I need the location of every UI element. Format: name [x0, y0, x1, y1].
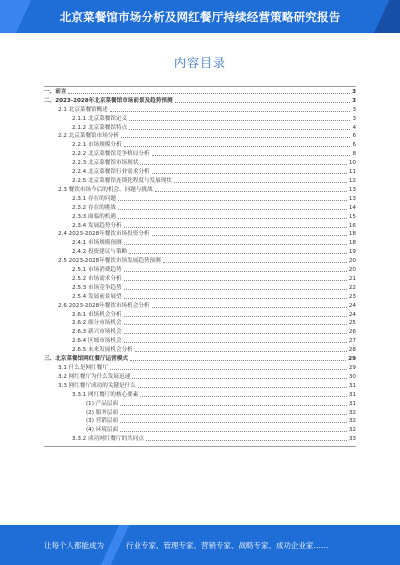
toc-entry-label: 2.1 北京菜餐馆概述 [58, 106, 108, 113]
toc-entry-label: 3.3.1 网红餐厅的核心要素 [72, 391, 139, 398]
report-title: 北京菜餐馆市场分析及网红餐厅持续经营策略研究报告 [59, 10, 341, 24]
toc-leader-dots [120, 414, 347, 415]
toc-entry-page: 13 [348, 186, 356, 193]
toc-leader-dots [140, 164, 347, 165]
toc-bottom-divider [44, 446, 356, 447]
toc-entry-page: 14 [348, 204, 356, 211]
toc-entry-page: 32 [348, 409, 356, 416]
toc-entry[interactable] [44, 87, 356, 96]
toc-entry-label: 2.2.5 北京菜餐馆连锁化程度与发展现状 [72, 177, 172, 184]
toc-entry-label: 2.4 2023-2028年餐饮市场投资分析 [58, 231, 150, 238]
toc-entry-label: 2.5.4 发展前景展望 [72, 293, 122, 300]
toc-entry[interactable] [44, 363, 356, 372]
toc-entry-label: 2.3.2 存在的挑战 [72, 204, 116, 211]
toc-entry[interactable] [44, 283, 356, 292]
toc-entry-label: 2.4.2 投资建议与策略 [72, 249, 128, 256]
toc-leader-dots [129, 253, 347, 254]
toc-leader-dots [124, 289, 347, 290]
toc-leader-dots [118, 209, 347, 210]
toc-entry-page: 3 [352, 97, 356, 104]
toc-entry-label: 3.3 网红餐厅成功的关键是什么 [58, 382, 136, 389]
toc-entry-label: 2.6.5 未来发展机会分析 [72, 347, 133, 354]
toc-leader-dots [120, 405, 347, 406]
toc-entry[interactable] [44, 274, 356, 283]
toc-leader-dots [130, 360, 346, 361]
toc-entry-label: 2.3 餐饮市场今后的机会、问题与挑战 [58, 186, 153, 193]
toc-entry[interactable] [44, 149, 356, 158]
toc-entry-label: 2.5.1 市场消费趋势 [72, 267, 122, 274]
toc-entry-page: 18 [348, 240, 356, 247]
toc-leader-dots [124, 280, 347, 281]
toc-entry[interactable] [44, 158, 356, 167]
toc-leader-dots [175, 102, 351, 103]
toc-entry-page: 32 [348, 427, 356, 434]
toc-entry-page: 24 [348, 302, 356, 309]
toc-leader-dots [140, 396, 347, 397]
toc-entry-label: 2.2.3 北京菜餐馆市场现状 [72, 160, 139, 167]
toc-entry[interactable] [44, 114, 356, 123]
toc-entry-page: 31 [348, 400, 356, 407]
toc-entry-label: 一、前言 [44, 88, 67, 95]
toc-leader-dots [68, 93, 350, 94]
toc-leader-dots [118, 218, 347, 219]
toc-leader-dots [110, 369, 347, 370]
toc-entry-page: 20 [348, 258, 356, 265]
toc-entry[interactable] [44, 176, 356, 185]
toc-entry-page: 28 [348, 347, 356, 354]
toc-leader-dots [121, 137, 350, 138]
toc-entry-label: 2.1.2 北京菜餐馆特点 [72, 124, 128, 131]
toc-entry-page: 19 [348, 249, 356, 256]
toc-leader-dots [129, 129, 350, 130]
toc-entry-label: 二、2023-2028年北京菜餐馆市场前景及趋势预测 [44, 97, 173, 104]
toc-entry[interactable] [44, 354, 356, 363]
toc-entry[interactable] [44, 408, 356, 417]
toc-entry-page: 10 [348, 160, 356, 167]
toc-entry-label: 2.6 2023-2028年餐饮市场机会分析 [58, 302, 150, 309]
toc-leader-dots [152, 155, 351, 156]
toc-entry[interactable] [44, 327, 356, 336]
toc-entry-label: (1) 产品层面 [86, 400, 119, 407]
toc-leader-dots [124, 342, 347, 343]
toc-entry[interactable] [44, 185, 356, 194]
table-of-contents [44, 87, 356, 443]
toc-entry-label: 2.4.1 市场规模预测 [72, 240, 122, 247]
toc-entry-page: 32 [348, 418, 356, 425]
footer-banner [0, 525, 400, 565]
toc-entry[interactable] [44, 417, 356, 426]
toc-entry-page: 21 [348, 275, 356, 282]
toc-entry[interactable] [44, 123, 356, 132]
toc-leader-dots [174, 182, 347, 183]
toc-entry[interactable] [44, 238, 356, 247]
toc-entry-page: 3 [352, 106, 356, 113]
toc-entry-page: 26 [348, 329, 356, 336]
toc-leader-dots [118, 200, 347, 201]
toc-entry[interactable] [44, 96, 356, 105]
toc-entry-page: 12 [348, 177, 356, 184]
toc-leader-dots [132, 378, 347, 379]
toc-entry[interactable] [44, 372, 356, 381]
toc-entry-label: 2.2 北京菜餐馆市场分析 [58, 133, 120, 140]
header-banner [0, 0, 400, 33]
toc-entry-label: 3.2 网红餐厅为什么发展迅速 [58, 373, 131, 380]
toc-entry-label: (4) 环境层面 [86, 427, 119, 434]
toc-entry[interactable] [44, 212, 356, 221]
toc-entry-page: 31 [348, 391, 356, 398]
toc-entry[interactable] [44, 336, 356, 345]
toc-entry-label: 2.3.1 存在的问题 [72, 195, 116, 202]
toc-entry-page: 30 [348, 373, 356, 380]
toc-leader-dots [124, 324, 347, 325]
toc-entry-label: 2.5.3 市场竞争趋势 [72, 284, 122, 291]
toc-leader-dots [129, 120, 350, 121]
toc-entry[interactable] [44, 399, 356, 408]
footer-slogan-right: 行业专家、管理专家、营销专家、战略专家、成功企业家…… [126, 541, 329, 550]
toc-entry[interactable] [44, 425, 356, 434]
toc-entry-page: 3 [352, 115, 356, 122]
toc-entry-label: 2.2.1 市场规模分析 [72, 142, 122, 149]
toc-entry-label: 2.5.2 市场需求分析 [72, 275, 122, 282]
toc-entry-page: 3 [352, 88, 356, 95]
toc-entry-label: 2.1.1 北京菜餐馆定义 [72, 115, 128, 122]
toc-leader-dots [152, 235, 347, 236]
toc-entry-page: 29 [348, 356, 356, 363]
toc-leader-dots [110, 111, 351, 112]
toc-entry-page: 33 [348, 436, 356, 443]
toc-entry-page: 6 [352, 133, 356, 140]
toc-entry-page: 24 [348, 311, 356, 318]
toc-entry[interactable] [44, 292, 356, 301]
toc-entry-page: 22 [348, 284, 356, 291]
toc-entry-label: (3) 营销层面 [86, 418, 119, 425]
toc-entry-label: 3.3.2 成功网红餐厅的共同点 [72, 436, 144, 443]
toc-entry-page: 23 [348, 293, 356, 300]
toc-entry-page: 11 [348, 169, 356, 176]
toc-entry-page: 13 [348, 195, 356, 202]
toc-entry-label: 2.3.4 发展趋势分析 [72, 222, 122, 229]
toc-entry-label: 2.3.3 面临的机遇 [72, 213, 116, 220]
toc-entry-label: (2) 服务层面 [86, 409, 119, 416]
toc-leader-dots [155, 191, 347, 192]
toc-entry-label: 2.6.4 区域市场机会 [72, 338, 122, 345]
toc-leader-dots [124, 316, 347, 317]
toc-entry[interactable] [44, 381, 356, 390]
toc-leader-dots [120, 422, 347, 423]
toc-entry-page: 18 [348, 231, 356, 238]
toc-entry[interactable] [44, 247, 356, 256]
toc-entry[interactable] [44, 167, 356, 176]
toc-leader-dots [124, 298, 347, 299]
toc-entry[interactable] [44, 265, 356, 274]
toc-entry[interactable] [44, 194, 356, 203]
toc-heading: 内容目录 [173, 56, 226, 70]
toc-entry-label: 2.5 2023-2028年餐饮市场发展趋势预测 [58, 258, 161, 265]
toc-entry-label: 3.1 什么是网红餐厅 [58, 365, 108, 371]
toc-entry-page: 31 [348, 382, 356, 389]
toc-leader-dots [124, 244, 347, 245]
toc-leader-dots [124, 271, 347, 272]
toc-leader-dots [152, 173, 347, 174]
toc-leader-dots [163, 262, 347, 263]
toc-entry-label: 2.6.2 细分市场机会 [72, 320, 122, 327]
toc-leader-dots [124, 333, 347, 334]
toc-entry-label: 2.2.4 北京菜餐馆行业需求分析 [72, 169, 150, 176]
toc-entry[interactable] [44, 345, 356, 354]
toc-leader-dots [138, 387, 347, 388]
toc-leader-dots [124, 146, 351, 147]
toc-entry[interactable] [44, 434, 356, 443]
toc-entry[interactable] [44, 230, 356, 239]
toc-leader-dots [146, 440, 347, 441]
toc-entry[interactable] [44, 310, 356, 319]
toc-entry-page: 20 [348, 267, 356, 274]
toc-entry-page: 6 [352, 142, 356, 149]
toc-entry-page: 8 [352, 151, 356, 158]
toc-entry-label: 2.6.3 新兴市场机会 [72, 329, 122, 336]
toc-entry-page: 27 [348, 338, 356, 345]
toc-entry-page: 25 [348, 320, 356, 327]
toc-entry-page: 29 [348, 365, 356, 371]
toc-entry-page: 4 [352, 124, 356, 131]
toc-leader-dots [152, 307, 347, 308]
toc-entry[interactable] [44, 132, 356, 141]
toc-entry-page: 16 [348, 222, 356, 229]
toc-entry[interactable] [44, 390, 356, 399]
toc-entry-label: 2.6.1 市场机会分析 [72, 311, 122, 318]
toc-entry-label: 三、北京菜餐馆网红餐厅运营模式 [44, 356, 128, 363]
toc-entry[interactable] [44, 203, 356, 212]
toc-leader-dots [120, 431, 347, 432]
toc-entry[interactable] [44, 301, 356, 310]
toc-entry[interactable] [44, 105, 356, 114]
toc-entry[interactable] [44, 221, 356, 230]
toc-leader-dots [135, 351, 347, 352]
toc-entry[interactable] [44, 319, 356, 328]
toc-leader-dots [124, 227, 347, 228]
toc-entry-label: 2.2.2 北京菜餐馆竞争格局分析 [72, 151, 150, 158]
toc-entry-page: 15 [348, 213, 356, 220]
toc-entry[interactable] [44, 140, 356, 149]
footer-slogan-left: 让每个人都能成为 [44, 541, 104, 550]
toc-entry[interactable] [44, 256, 356, 265]
